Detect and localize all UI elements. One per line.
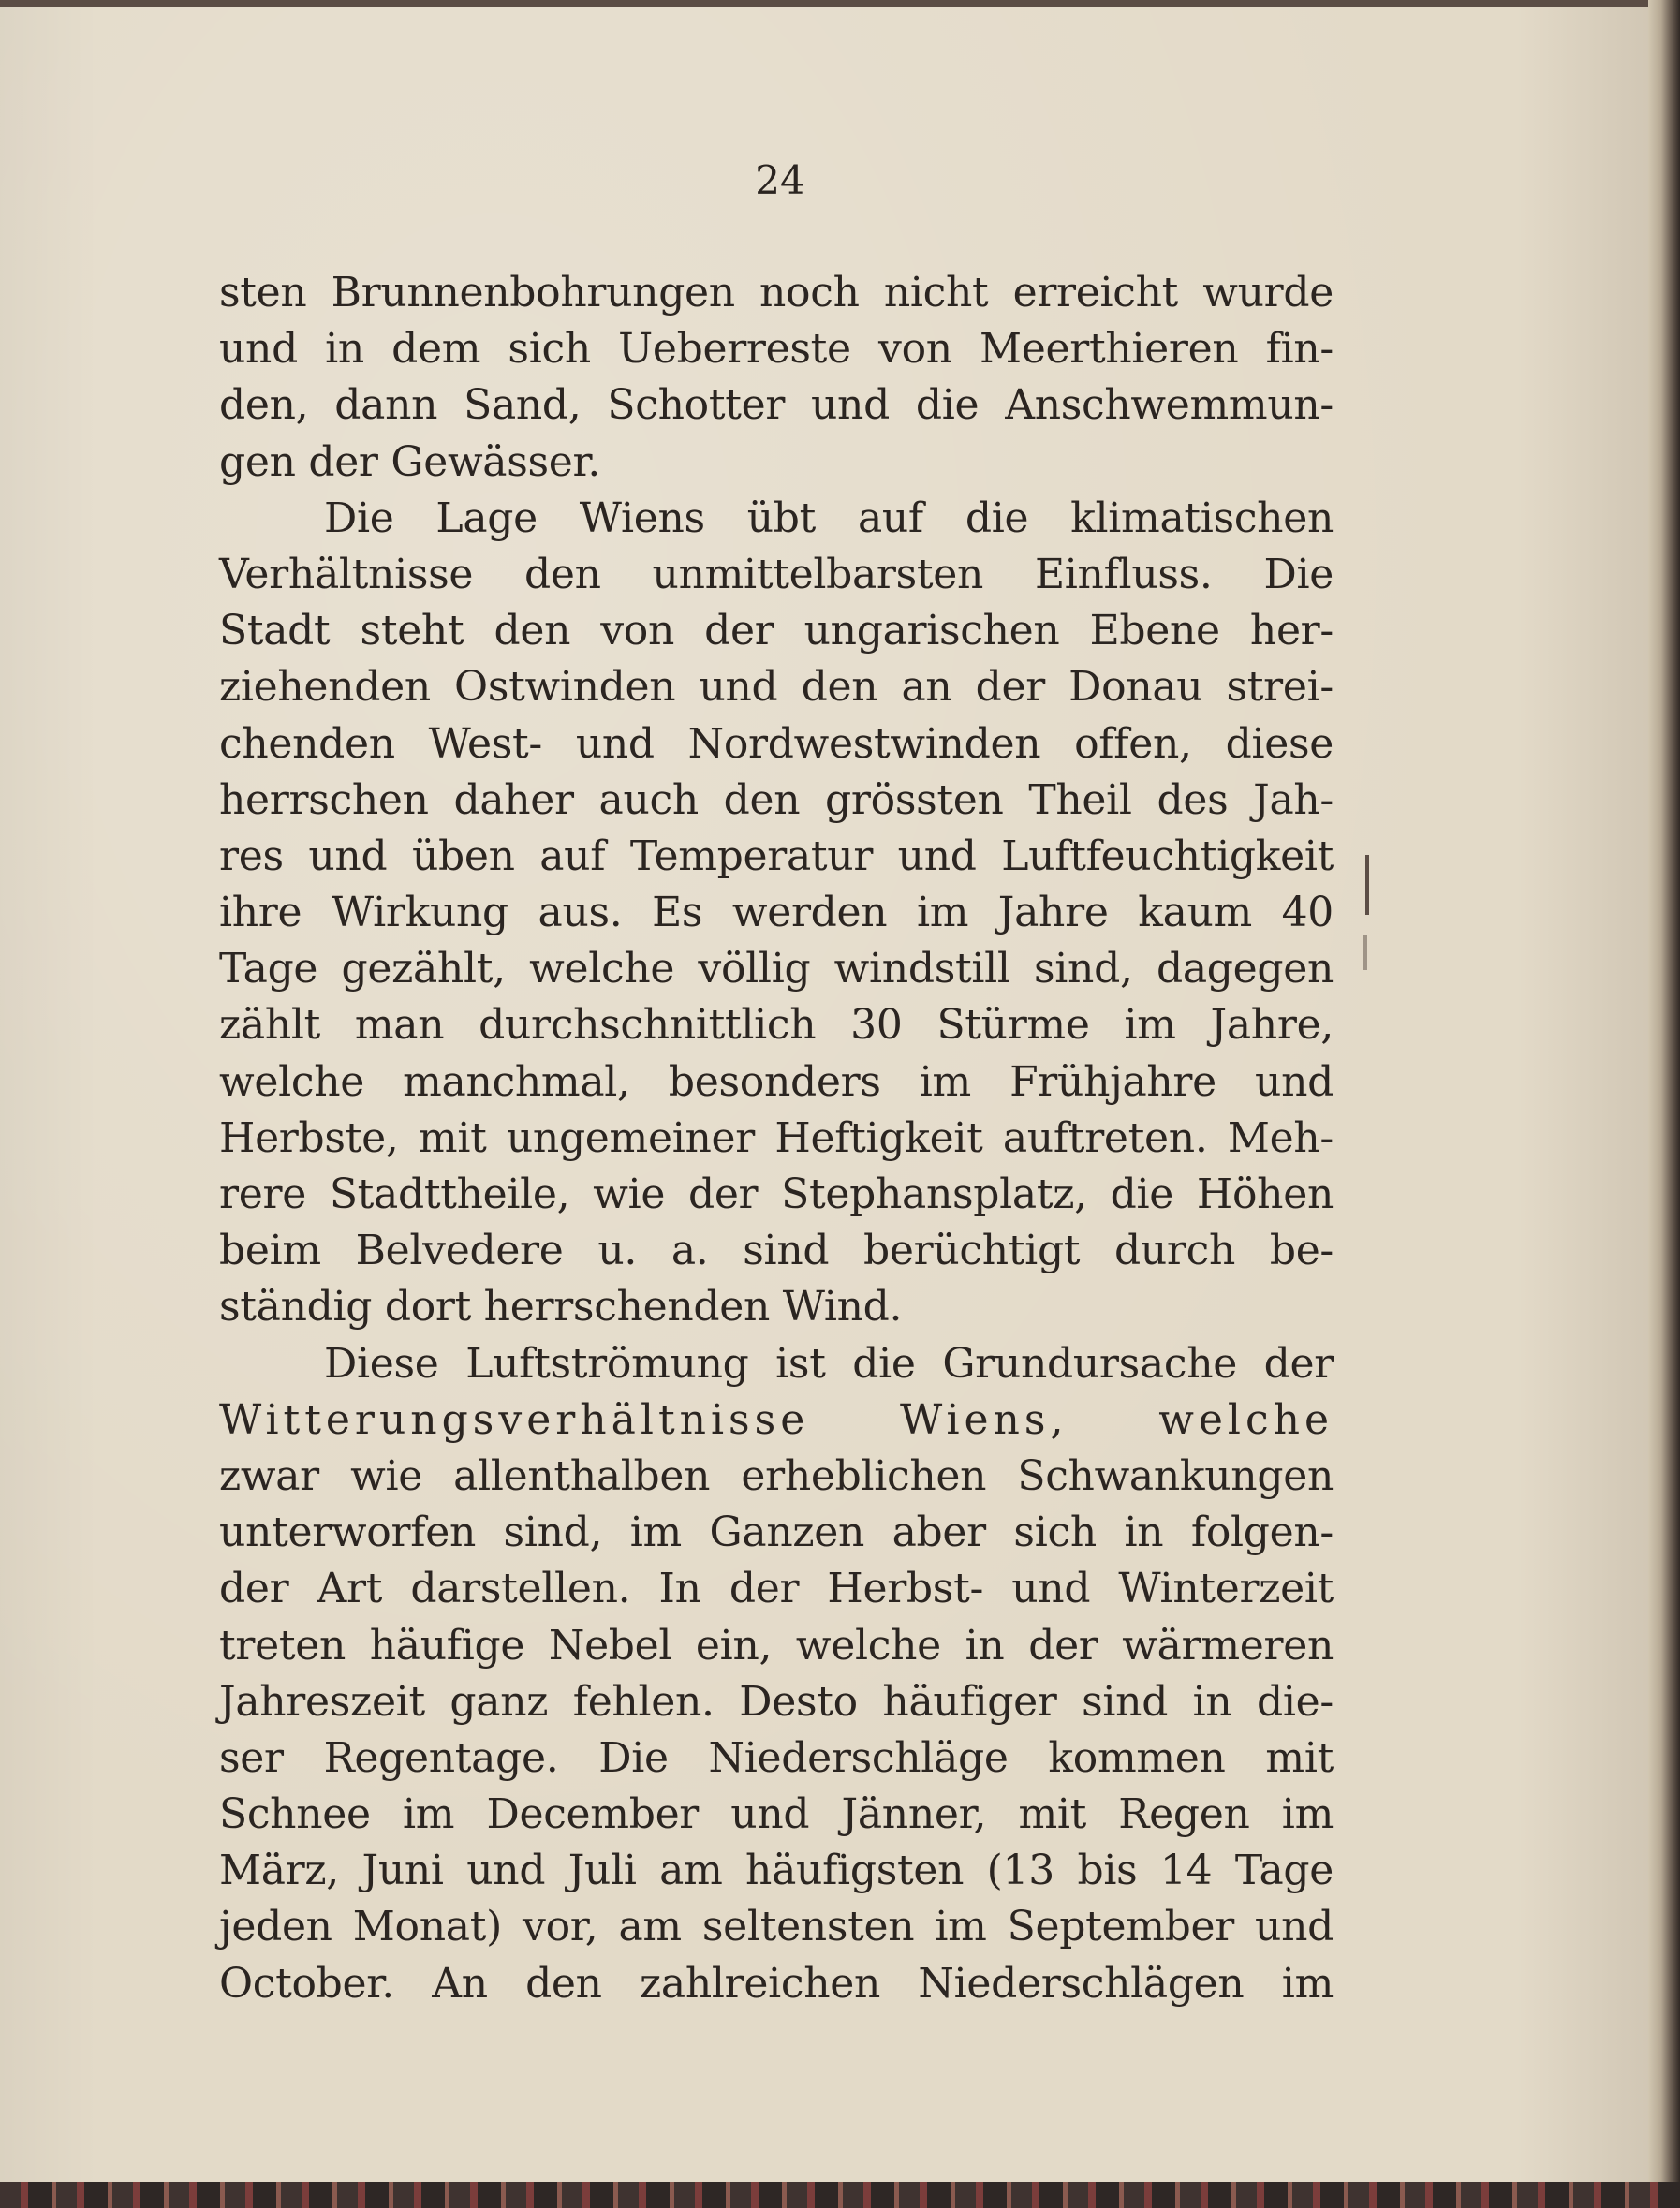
page-top-edge	[0, 0, 1680, 7]
page-number: 24	[755, 157, 805, 203]
text-line: ihre Wirkung aus. Es werden im Jahre kaum 40	[219, 889, 1334, 937]
text-line: Herbste, mit ungemeiner Heftigkeit auftreten. Meh-	[219, 1113, 1334, 1162]
text-line: sten Brunnenbohrungen noch nicht erreicht wurde	[219, 269, 1334, 316]
text-line: ser Regentage. Die Niederschläge kommen mit	[219, 1733, 1334, 1782]
text-line: Verhältnisse den unmittelbarsten Einfluss. Die	[219, 550, 1334, 598]
text-line: zählt man durchschnittlich 30 Stürme im Jahre,	[219, 1001, 1334, 1050]
text-line: Schnee im December und Jänner, mit Regen im	[219, 1790, 1334, 1839]
book-page	[0, 7, 1648, 2182]
text-line: chenden West- und Nordwestwinden offen, diese	[219, 719, 1334, 768]
margin-pencil-mark	[1365, 855, 1369, 915]
text-line: März, Juni und Juli am häufigsten (13 bis 14 Tage	[219, 1847, 1334, 1895]
text-line: treten häufige Nebel ein, welche in der wärmeren	[219, 1621, 1334, 1670]
text-line: gen der Gewässer.	[219, 437, 601, 486]
book-spine-edge	[1648, 0, 1680, 2208]
text-line: Die Lage Wiens übt auf die klimatischen	[324, 493, 1334, 542]
text-line: herrschen daher auch den grössten Theil des Jah-	[219, 775, 1334, 824]
text-line: unterworfen sind, im Ganzen aber sich in folgen-	[219, 1509, 1334, 1557]
text-line: Jahreszeit ganz fehlen. Desto häufiger sind in die-	[219, 1677, 1334, 1726]
text-line: jeden Monat) vor, am seltensten im September und	[219, 1903, 1334, 1951]
text-line: Diese Luftströmung ist die Grundursache der	[324, 1339, 1334, 1388]
body-text	[219, 265, 1334, 2012]
text-line: welche manchmal, besonders im Frühjahre und	[219, 1057, 1334, 1106]
text-line: Stadt steht den von der ungarischen Ebene her-	[219, 607, 1334, 655]
text-line: Tage gezählt, welche völlig windstill sind, dagegen	[219, 945, 1334, 994]
text-line: ständig dort herrschenden Wind.	[219, 1283, 903, 1332]
text-line: October. An den zahlreichen Niederschlägen im	[219, 1959, 1334, 2008]
text-line: Witterungsverhältnisse Wiens, welche	[219, 1395, 1334, 1444]
margin-pencil-mark	[1363, 935, 1367, 970]
text-line: beim Belvedere u. a. sind berüchtigt durch be-	[219, 1227, 1334, 1275]
text-line: den, dann Sand, Schotter und die Anschwemmun-	[219, 381, 1334, 430]
text-line: rere Stadttheile, wie der Stephansplatz, die Höhen	[219, 1170, 1334, 1218]
page-bottom-edge	[0, 2182, 1680, 2208]
text-line: und in dem sich Ueberreste von Meerthieren fin-	[219, 325, 1334, 374]
text-line: res und üben auf Temperatur und Luftfeuchtigkeit	[219, 832, 1334, 880]
text-line: ziehenden Ostwinden und den an der Donau strei-	[219, 663, 1334, 712]
text-line: der Art darstellen. In der Herbst- und Winterzeit	[219, 1565, 1334, 1613]
text-line: zwar wie allenthalben erheblichen Schwankungen	[219, 1451, 1334, 1500]
